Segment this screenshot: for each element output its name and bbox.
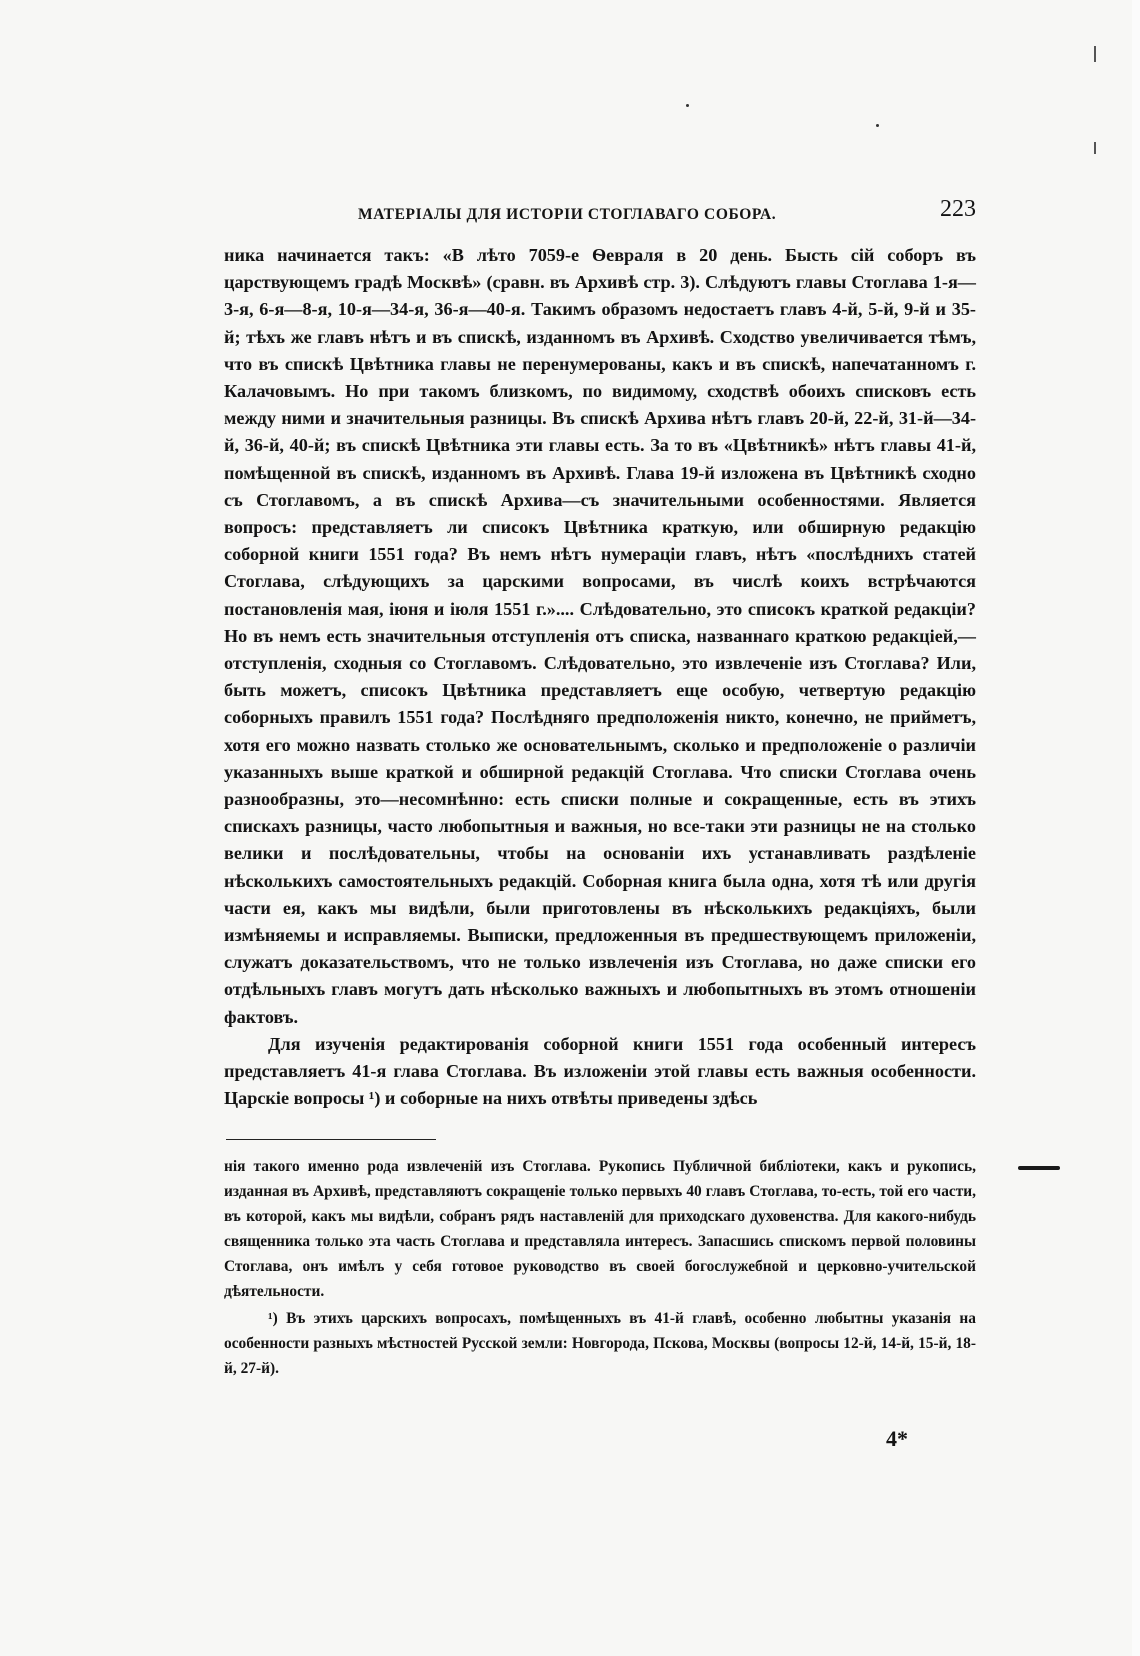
footnote-continuation: нія такого именно рода извлеченій изъ Стоглава. Рукопись Публичной библіотеки, какъ и рукопись, изданная въ Архивѣ, представляютъ сокращеніе только первыхъ 40 главъ Стоглава, то-есть, той его части, въ которой, какъ мы видѣли, собранъ рядъ наставленій для приходскаго духовенства. Для какого-нибудь священника только эта часть Стоглава и представляла интересъ. Запасшись спискомъ первой половины Стоглава, онъ имѣлъ у себя готовое руководство въ своей богослужебной и церковно-учительской дѣятельности. [224, 1157, 976, 1300]
scan-speck [876, 124, 879, 127]
paragraph-1: ника начинается такъ: «В лѣто 7059-е Ѳевраля в 20 день. Бысть сiй соборъ въ царствующемъ градѣ Москвѣ» (сравн. въ Архивѣ стр. 3). Слѣдуютъ главы Стоглава 1-я—3-я, 6-я—8-я, 10-я—34-я, 36-я—40-я. Такимъ образомъ недостаетъ главъ 4-й, 5-й, 9-й и 35-й; тѣхъ же главъ нѣтъ и въ спискѣ, изданномъ въ Архивѣ. Сходство увеличивается тѣмъ, что въ спискѣ Цвѣтника главы не перенумерованы, какъ и въ спискѣ, напечатанномъ г. Калачовымъ. Но при такомъ близкомъ, по видимому, сходствѣ обоихъ списковъ есть между ними и значительныя разницы. Въ спискѣ Архива нѣтъ главъ 20-й, 22-й, 31-й—34-й, 36-й, 40-й; въ спискѣ Цвѣтника эти главы есть. За то въ «Цвѣтникѣ» нѣтъ главы 41-й, помѣщенной въ спискѣ, изданномъ въ Архивѣ. Глава 19-й изложена въ Цвѣтникѣ сходно съ Стоглавомъ, а въ спискѣ Архива—съ значительными особенностями. Является вопросъ: представляетъ ли списокъ Цвѣтника краткую, или обширную редакцію соборной книги 1551 года? Въ немъ нѣтъ нумераціи главъ, нѣтъ «послѣднихъ статей Стоглава, слѣдующихъ за царскими вопросами, въ числѣ коихъ встрѣчаются постановленія мая, іюня и іюля 1551 г.».... Слѣдовательно, это списокъ краткой редакціи? Но въ немъ есть значительныя отступленія отъ списка, названнаго краткою редакціей,—отступленія, сходныя со Стоглавомъ. Слѣдовательно, это извлеченіе изъ Стоглава? Или, быть можетъ, списокъ Цвѣтника представляетъ еще особую, четвертую редакцію соборныхъ правилъ 1551 года? Послѣдняго предположенія никто, конечно, не приймeтъ, хотя его можно назвать столько же основательнымъ, сколько и предположеніе о различіи указанныхъ выше краткой и обширной редакцій Стоглава. Что списки Стоглава очень разнообразны, это—несомнѣнно: есть списки полные и сокращенные, есть въ этихъ спискахъ разницы, часто любопытныя и важныя, но все-таки эти разницы не на столько велики и послѣдовательны, чтобы на основаніи ихъ устанавливать раздѣленіе нѣсколькихъ самостоятельныхъ редакцій. Соборная книга была одна, хотя тѣ или другія части ея, какъ мы видѣли, были приготовлены въ нѣсколькихъ редакціяхъ, были измѣняемы и исправляемы. Выписки, предложенныя въ предшествующемъ приложеніи, служатъ доказательствомъ, что не только извлеченія изъ Стоглава, но даже списки его отдѣльныхъ главъ могутъ дать нѣсколько важныхъ и любопытныхъ въ этомъ отношеніи фактовъ. [224, 245, 976, 1027]
body-text [224, 242, 976, 1113]
page-number: 223 [940, 196, 976, 222]
footnotes [224, 1154, 976, 1381]
scan-edge-mark [1094, 142, 1096, 154]
margin-dash-mark [1018, 1166, 1060, 1170]
footnote-1: ¹) Въ этихъ царскихъ вопросахъ, помѣщенныхъ въ 41-й главѣ, особенно любытны указанія на особенности разныхъ мѣстностей Русской земли: Новгорода, Пскова, Москвы (вопросы 12-й, 14-й, 15-й, 18-й, 27-й). [224, 1309, 976, 1377]
signature-mark: 4* [886, 1426, 908, 1451]
running-title: МАТЕРІАЛЫ ДЛЯ ИСТОРІИ СТОГЛАВАГО СОБОРА. [358, 206, 777, 223]
running-head [224, 196, 976, 230]
paragraph-2: Для изученія редактированія соборной книги 1551 года особенный интересъ представляетъ 41-я глава Стоглава. Въ изложеніи этой главы есть важныя особенности. Царскіе вопросы ¹) и соборные на нихъ отвѣты приведены здѣсь [224, 1033, 976, 1109]
scan-speck [686, 104, 689, 107]
scan-edge-mark [1094, 46, 1096, 62]
book-page [224, 196, 976, 1381]
footnote-rule [226, 1139, 436, 1140]
scan-edge [1132, 0, 1140, 1656]
